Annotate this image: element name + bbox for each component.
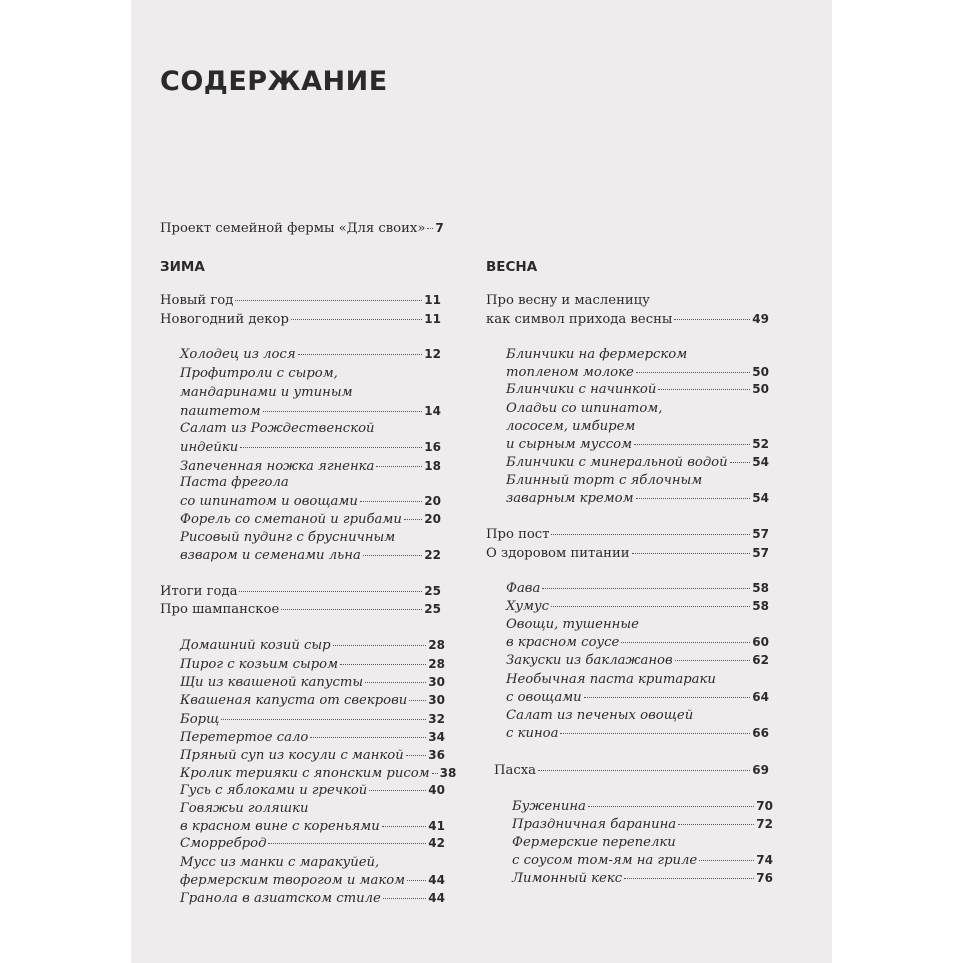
entry-label-line: Необычная паста критараки [506, 672, 716, 687]
dot-leader [340, 664, 426, 665]
entry-label: в красном вине с кореньями [180, 819, 380, 834]
dot-leader [634, 444, 750, 445]
toc-entry [160, 582, 441, 601]
entry-label-line: Профитроли с сыром, [180, 366, 338, 381]
entry-label: Гранола в азиатском стиле [180, 891, 381, 906]
entry-label: Пасха [494, 763, 537, 778]
page-number: 28 [428, 638, 445, 652]
dot-leader [363, 555, 422, 556]
dot-leader [588, 806, 754, 807]
entry-label-line: Рисовый пудинг с брусничным [180, 530, 396, 545]
toc-entry [512, 797, 773, 816]
page-number: 25 [424, 584, 441, 598]
dot-leader [333, 645, 427, 646]
toc-entry [506, 633, 769, 652]
page-number: 12 [424, 347, 441, 361]
entry-label: Квашеная капуста от свекрови [180, 693, 408, 708]
page-number: 50 [752, 382, 769, 396]
entry-label: в красном соусе [506, 635, 620, 650]
dot-leader [632, 553, 751, 554]
entry-label: топленом молоке [506, 365, 634, 380]
dot-leader [427, 228, 433, 229]
toc-entry [180, 655, 445, 674]
entry-label: как символ прихода весны [486, 312, 673, 327]
toc-entry [180, 510, 441, 529]
toc-entry [180, 710, 445, 729]
dot-leader [636, 498, 751, 499]
toc-entry [180, 546, 441, 565]
toc-entry [160, 291, 441, 310]
entry-label: Борщ [180, 712, 220, 727]
page-number: 30 [428, 675, 445, 689]
toc-entry [486, 544, 769, 563]
dot-leader [538, 770, 750, 771]
entry-label-line: Овощи, тушенные [506, 617, 639, 632]
entry-label: взваром и семенами льна [180, 548, 361, 563]
entry-label-line: мандаринами и утиным [180, 385, 353, 400]
entry-label: Перетертое сало [180, 730, 309, 745]
toc-entry [512, 851, 773, 870]
entry-label: Блинчики с начинкой [506, 382, 657, 397]
toc-entry [180, 728, 445, 747]
page-number: 72 [756, 817, 773, 831]
dot-leader [240, 447, 422, 448]
entry-label: Праздничная баранина [512, 817, 677, 832]
dot-leader [406, 755, 427, 756]
entry-label: Итоги года [160, 584, 238, 599]
dot-leader [382, 826, 427, 827]
toc-entry [180, 691, 445, 710]
dot-leader [658, 389, 750, 390]
entry-label-line: Про весну и масленицу [486, 293, 650, 308]
entry-label: фермерским творогом и маком [180, 873, 406, 888]
page-number: 60 [752, 635, 769, 649]
page-number: 74 [756, 853, 773, 867]
page-number: 18 [424, 459, 441, 473]
entry-label: Пряный суп из косули с манкой [180, 748, 404, 763]
entry-label-line: Блинный торт с яблочным [506, 473, 703, 488]
dot-leader [298, 354, 423, 355]
page-number: 70 [756, 799, 773, 813]
entry-label: с овощами [506, 690, 582, 705]
page-number: 11 [424, 312, 441, 326]
entry-label: Гусь с яблоками и гречкой [180, 783, 368, 798]
toc-entry [180, 781, 445, 800]
toc-entry [506, 579, 769, 598]
dot-leader [268, 843, 426, 844]
entry-label: Новый год [160, 293, 234, 308]
page-number: 62 [752, 653, 769, 667]
page-number: 52 [752, 437, 769, 451]
page-number: 25 [424, 602, 441, 616]
dot-leader [235, 300, 422, 301]
entry-label: Буженина [512, 799, 586, 814]
toc-entry [506, 489, 769, 508]
toc-entry [160, 310, 441, 329]
page-number: 54 [752, 491, 769, 505]
page-number: 22 [424, 548, 441, 562]
page-number: 30 [428, 693, 445, 707]
entry-label: Щи из квашеной капусты [180, 675, 364, 690]
toc-entry [180, 834, 445, 853]
dot-leader [239, 591, 422, 592]
entry-label: Пирог с козьим сыром [180, 657, 339, 672]
dot-leader [624, 878, 754, 879]
entry-label: Сморреброд [180, 836, 267, 851]
entry-label: с соусом том-ям на гриле [512, 853, 698, 868]
page-number: 7 [435, 221, 444, 235]
entry-label: Кролик терияки с японским рисом [180, 766, 430, 781]
toc-entry [494, 761, 769, 780]
page-number: 44 [428, 891, 445, 905]
dot-leader [376, 466, 422, 467]
toc-entry [512, 815, 773, 834]
dot-leader [360, 501, 422, 502]
dot-leader [730, 462, 751, 463]
page-number: 66 [752, 726, 769, 740]
dot-leader [621, 642, 750, 643]
page-number: 76 [756, 871, 773, 885]
page-number: 16 [424, 440, 441, 454]
page-number: 57 [752, 527, 769, 541]
dot-leader [551, 606, 750, 607]
dot-leader [674, 319, 750, 320]
entry-label-line: Салат из Рождественской [180, 421, 375, 436]
page-number: 28 [428, 657, 445, 671]
entry-label: Про шампанское [160, 602, 280, 617]
entry-label-line: Говяжьи голяшки [180, 801, 309, 816]
entry-label-line: Паста фрегола [180, 475, 289, 490]
entry-label: Блинчики с минеральной водой [506, 455, 728, 470]
page-number: 38 [439, 766, 457, 780]
entry-label: Запеченная ножка ягненка [180, 459, 375, 474]
dot-leader [678, 824, 754, 825]
toc-entry [180, 438, 441, 457]
toc-entry [506, 688, 769, 707]
section-heading-winter: ЗИМА [160, 259, 205, 275]
dot-leader [281, 609, 422, 610]
dot-leader [560, 733, 750, 734]
toc-entry [180, 673, 445, 692]
dot-leader [584, 697, 751, 698]
toc-entry [506, 435, 769, 454]
dot-leader [365, 682, 426, 683]
dot-leader [542, 588, 750, 589]
page-number: 34 [428, 730, 445, 744]
entry-label: и сырным муссом [506, 437, 633, 452]
entry-label: паштетом [180, 404, 261, 419]
entry-label-line: Мусс из манки с маракуйей, [180, 855, 380, 870]
dot-leader [407, 880, 426, 881]
toc-entry [506, 380, 769, 399]
entry-label: О здоровом питании [486, 546, 630, 561]
entry-label: индейки [180, 440, 239, 455]
page-number: 58 [752, 599, 769, 613]
section-heading-spring: ВЕСНА [486, 259, 538, 275]
page-number: 58 [752, 581, 769, 595]
entry-label: Новогодний декор [160, 312, 289, 327]
dot-leader [310, 737, 426, 738]
page-title: СОДЕРЖАНИЕ [160, 66, 388, 97]
page-number: 14 [424, 404, 441, 418]
toc-entry [180, 492, 441, 511]
page-number: 41 [428, 819, 445, 833]
entry-label: Лимонный кекс [512, 871, 623, 886]
toc-entry [506, 724, 769, 743]
toc-entry [506, 651, 769, 670]
page-number: 44 [428, 873, 445, 887]
entry-label: с киноа [506, 726, 559, 741]
toc-entry [506, 597, 769, 616]
dot-leader [409, 700, 426, 701]
dot-leader [263, 411, 423, 412]
page-number: 40 [428, 783, 445, 797]
dot-leader [383, 898, 426, 899]
page-number: 49 [752, 312, 769, 326]
dot-leader [551, 534, 750, 535]
toc-entry [160, 600, 441, 619]
entry-label-line: Салат из печеных овощей [506, 708, 694, 723]
entry-label-line: Оладьи со шпинатом, [506, 401, 663, 416]
dot-leader [432, 773, 438, 774]
toc-entry [180, 889, 445, 908]
dot-leader [636, 372, 751, 373]
toc-entry [486, 310, 769, 329]
dot-leader [291, 319, 422, 320]
dot-leader [699, 860, 754, 861]
dot-leader [221, 719, 426, 720]
page-number: 69 [752, 763, 769, 777]
dot-leader [369, 790, 426, 791]
page-number: 42 [428, 836, 445, 850]
entry-label: Холодец из лося [180, 347, 296, 362]
dot-leader [675, 660, 751, 661]
entry-label: Про пост [486, 527, 550, 542]
entry-label-line: Блинчики на фермерском [506, 347, 688, 362]
page-number: 11 [424, 293, 441, 307]
page-number: 32 [428, 712, 445, 726]
entry-label: со шпинатом и овощами [180, 494, 358, 509]
toc-entry [506, 453, 769, 472]
entry-label: Проект семейной фермы «Для своих» [160, 221, 426, 236]
toc-entry [512, 869, 773, 888]
page-number: 57 [752, 546, 769, 560]
entry-label: Хумус [506, 599, 550, 614]
entry-label: Домашний козий сыр [180, 638, 331, 653]
toc-entry [180, 746, 445, 765]
page-number: 54 [752, 455, 769, 469]
toc-entry [180, 871, 445, 890]
dot-leader [404, 519, 422, 520]
page-number: 20 [424, 512, 441, 526]
page-number: 64 [752, 690, 769, 704]
page-number: 50 [752, 365, 769, 379]
toc-entry [180, 636, 445, 655]
entry-label-line: лососем, имбирем [506, 419, 636, 434]
entry-label: Фава [506, 581, 541, 596]
toc-entry [180, 345, 441, 364]
entry-label: Закуски из баклажанов [506, 653, 673, 668]
toc-entry [486, 525, 769, 544]
entry-label: заварным кремом [506, 491, 634, 506]
page-number: 36 [428, 748, 445, 762]
page-number: 20 [424, 494, 441, 508]
entry-label-line: Фермерские перепелки [512, 835, 676, 850]
toc-entry [160, 219, 444, 238]
entry-label: Форель со сметаной и грибами [180, 512, 402, 527]
